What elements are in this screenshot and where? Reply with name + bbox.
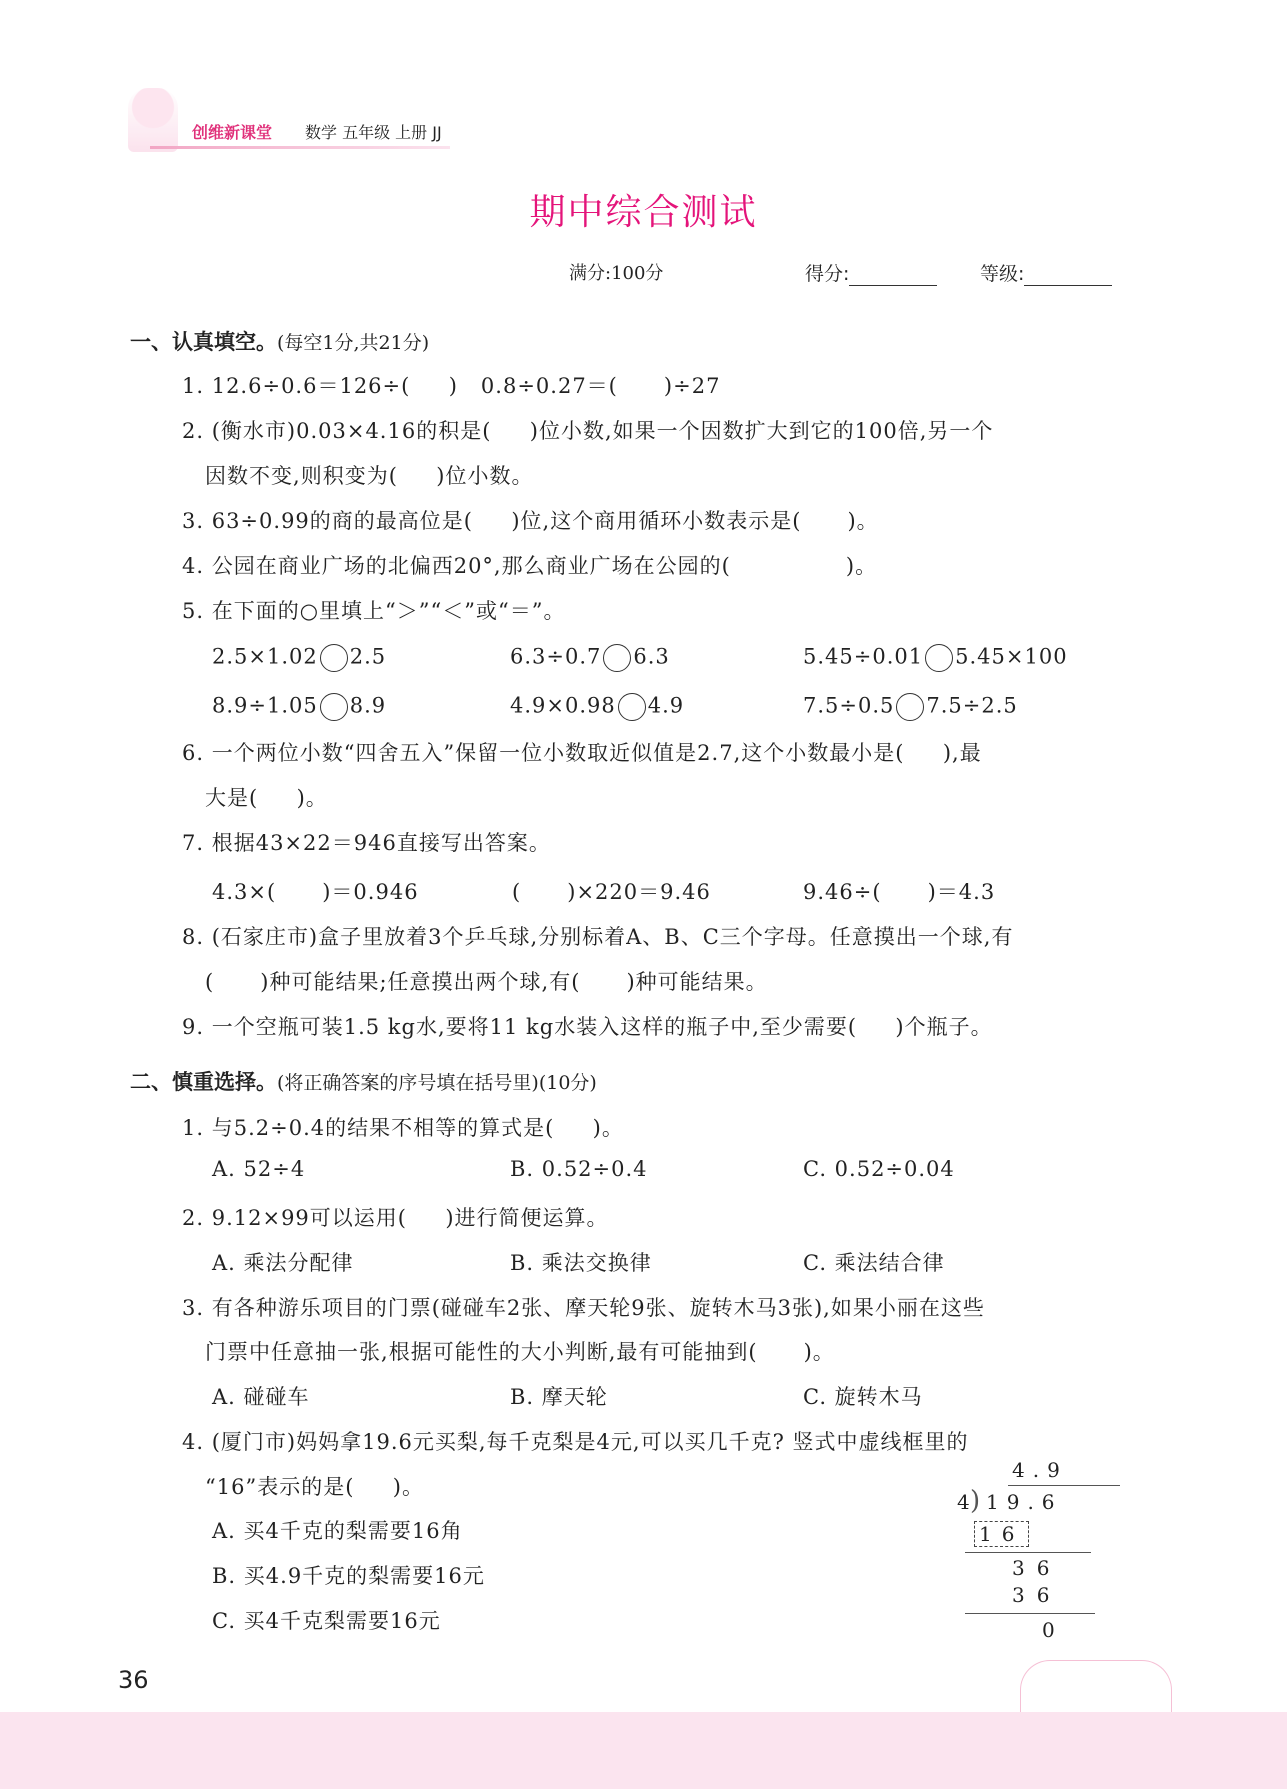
q7-item: 9.46÷( )＝4.3 (803, 880, 996, 904)
question-line: 4. 公园在商业广场的北偏西20°,那么商业广场在公园的( )。 (182, 554, 878, 578)
question-line: 7. 根据43×22＝946直接写出答案。 (182, 831, 551, 855)
question: 1. 与5.2÷0.4的结果不相等的算式是( )。 (182, 1116, 624, 1140)
page-number: 36 (118, 1666, 149, 1694)
answer-circle[interactable] (896, 693, 924, 721)
full-score: 满分:100分 (569, 263, 664, 284)
division-step: 36 (1012, 1583, 1062, 1607)
question-line: 5. 在下面的○里填上“＞”“＜”或“＝”。 (182, 599, 566, 623)
option: B. 摩天轮 (510, 1385, 608, 1409)
question: 3. 有各种游乐项目的门票(碰碰车2张、摩天轮9张、旋转木马3张),如果小丽在这些 (182, 1296, 985, 1320)
header-underline (150, 146, 450, 149)
section2-heading: 二、慎重选择。(将正确答案的序号填在括号里)(10分) (130, 1070, 597, 1094)
header-mascot (128, 88, 178, 152)
score-label: 得分: (805, 263, 850, 285)
option: A. 乘法分配律 (212, 1251, 354, 1275)
compare-item: 2.5×1.02 2.5 (212, 644, 386, 672)
compare-item: 6.3÷0.7 6.3 (510, 644, 670, 672)
grade-field[interactable] (980, 259, 1112, 286)
answer-circle[interactable] (603, 644, 631, 672)
question-line: 2. (衡水市)0.03×4.16的积是( )位小数,如果一个因数扩大到它的100倍,另一个 (182, 419, 994, 443)
question-line: 1. 12.6÷0.6＝126÷( ) 0.8÷0.27＝( )÷27 (182, 374, 721, 398)
q7-item: 4.3×( )＝0.946 (212, 880, 419, 904)
option: B. 买4.9千克的梨需要16元 (212, 1564, 485, 1588)
option: C. 乘法结合律 (803, 1251, 945, 1275)
question-line: 大是( )。 (182, 786, 328, 810)
score-field[interactable] (805, 259, 937, 286)
question: 4. (厦门市)妈妈拿19.6元买梨,每千克梨是4元,可以买几千克? 竖式中虚线框里的 (182, 1430, 969, 1454)
question: 2. 9.12×99可以运用( )进行简便运算。 (182, 1206, 609, 1230)
page-title: 期中综合测试 (529, 192, 758, 233)
option: C. 买4千克梨需要16元 (212, 1609, 441, 1633)
question-line: 8. (石家庄市)盒子里放着3个乒乓球,分别标着A、B、C三个字母。任意摸出一个球,有 (182, 925, 1014, 949)
division-quotient: 4.9 (1012, 1458, 1068, 1482)
division-dashed-box: 16 (974, 1521, 1029, 1547)
division-divisor: 4 (957, 1490, 970, 1514)
option: A. 52÷4 (212, 1157, 306, 1181)
answer-circle[interactable] (320, 693, 348, 721)
footer-band (0, 1712, 1287, 1789)
option: B. 0.52÷0.4 (510, 1157, 648, 1181)
question-line: 3. 63÷0.99的商的最高位是( )位,这个商用循环小数表示是( )。 (182, 509, 879, 533)
question: “16”表示的是( )。 (182, 1475, 424, 1499)
option: C. 旋转木马 (803, 1385, 923, 1409)
question-line: 因数不变,则积变为( )位小数。 (182, 464, 534, 488)
question-line: 9. 一个空瓶可装1.5 kg水,要将11 kg水装入这样的瓶子中,至少需要( )个瓶子。 (182, 1015, 993, 1039)
option: A. 碰碰车 (212, 1385, 310, 1409)
castle-decoration (1020, 1660, 1172, 1713)
long-division: 4.9 4 ) 19.6 16 36 36 0 (950, 1458, 1100, 1648)
section1-heading: 一、认真填空。(每空1分,共21分) (130, 330, 430, 354)
answer-circle[interactable] (618, 693, 646, 721)
question: 门票中任意抽一张,根据可能性的大小判断,最有可能抽到( )。 (182, 1340, 835, 1364)
grade-label: 等级: (980, 263, 1025, 285)
option: C. 0.52÷0.04 (803, 1157, 955, 1181)
division-remainder: 36 (1012, 1556, 1062, 1580)
header-subtitle: 数学 五年级 上册 JJ (305, 123, 442, 142)
compare-item: 7.5÷0.5 7.5÷2.5 (803, 693, 1018, 721)
answer-circle[interactable] (320, 644, 348, 672)
compare-item: 8.9÷1.05 8.9 (212, 693, 386, 721)
division-dividend: 19.6 (986, 1490, 1063, 1514)
compare-item: 4.9×0.98 4.9 (510, 693, 684, 721)
q7-item: ( )×220＝9.46 (512, 880, 711, 904)
option: B. 乘法交换律 (510, 1251, 652, 1275)
answer-circle[interactable] (925, 644, 953, 672)
question-line: 6. 一个两位小数“四舍五入”保留一位小数取近似值是2.7,这个小数最小是( ),最 (182, 741, 982, 765)
option: A. 买4千克的梨需要16角 (212, 1519, 463, 1543)
division-final-remainder: 0 (1042, 1618, 1055, 1642)
header-brand: 创维新课堂 (192, 123, 273, 142)
question-line: ( )种可能结果;任意摸出两个球,有( )种可能结果。 (182, 970, 768, 994)
compare-item: 5.45÷0.01 5.45×100 (803, 644, 1068, 672)
